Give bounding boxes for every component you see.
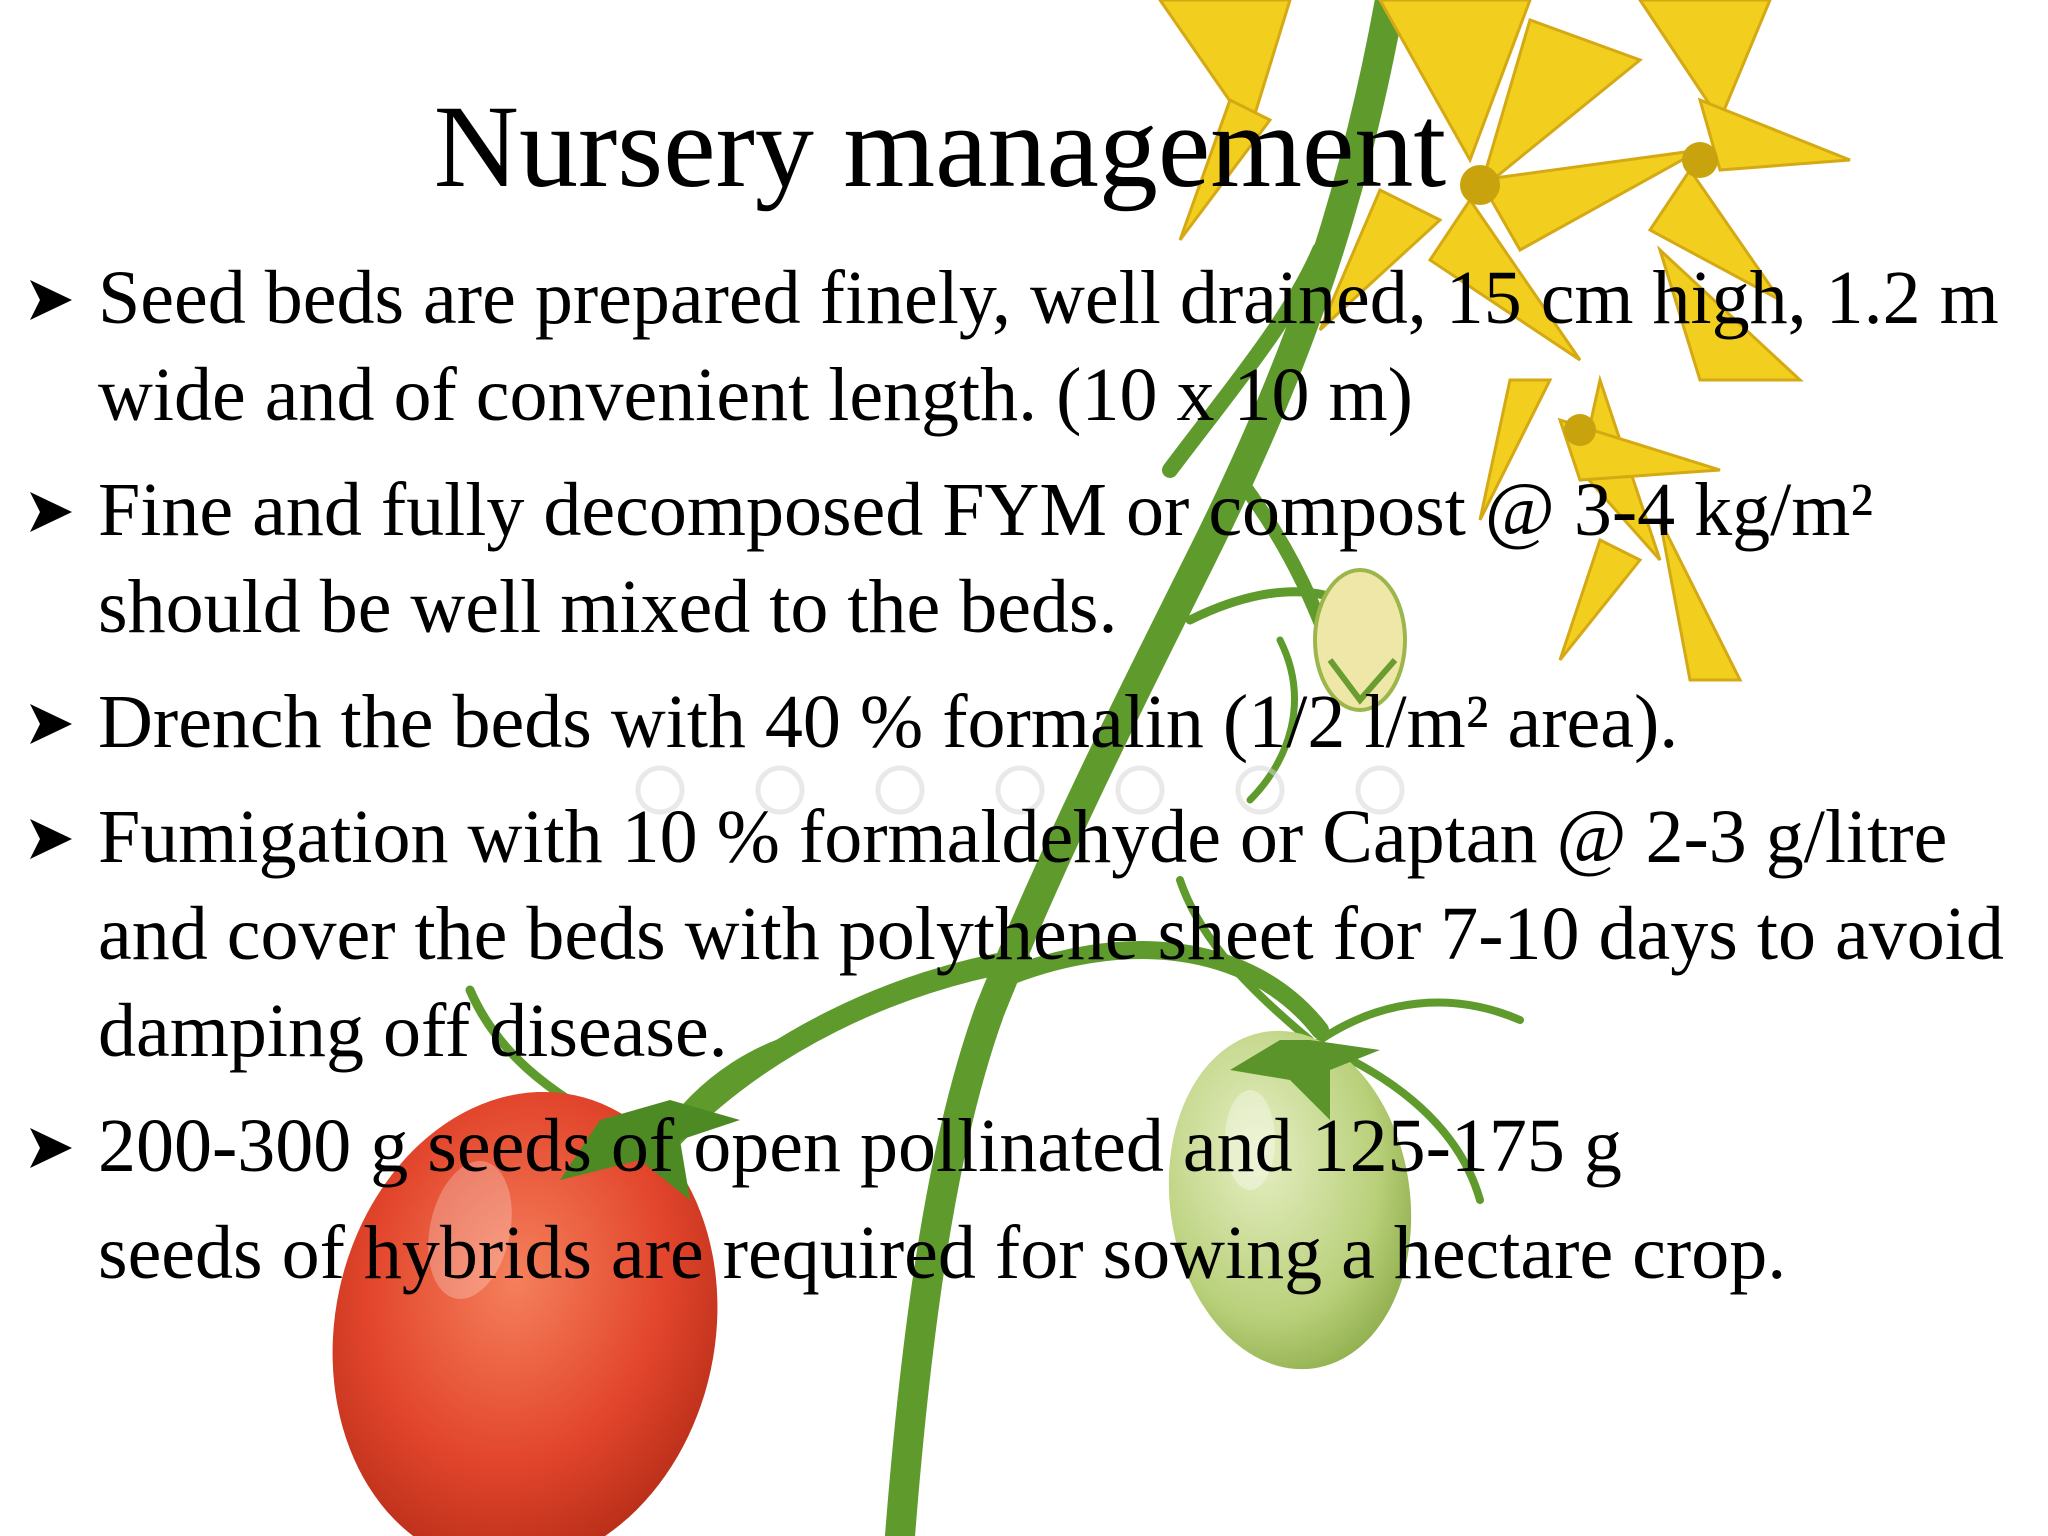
bullet-item (22, 1098, 2012, 1302)
bullet-continuation-text: seeds of hybrids are required for sowing a hectare crop. (98, 1211, 1787, 1295)
arrow-bullet-icon (22, 674, 82, 771)
bullet-item (22, 674, 2012, 771)
bullet-text: Fine and fully decomposed FYM or compost @ 3-4 kg/m² should be well mixed to the beds. (98, 468, 1874, 649)
bullet-text: 200-300 g seeds of open pollinated and 125-175 g (98, 1104, 1622, 1188)
bullet-list (22, 250, 2012, 1320)
bullet-text: Drench the beds with 40 % formalin (1/2 l/m² area). (98, 680, 1679, 764)
bullet-text: Fumigation with 10 % formaldehyde or Captan @ 2-3 g/litre and cover the beds with polythene sheet for 7-10 days to avoid damping off disease. (98, 795, 2004, 1073)
bullet-item (22, 250, 2012, 444)
arrow-bullet-icon (22, 1098, 82, 1195)
arrow-bullet-icon (22, 250, 82, 347)
slide-title: Nursery management (433, 81, 1447, 212)
arrow-bullet-icon (22, 462, 82, 559)
bullet-text: Seed beds are prepared finely, well drained, 15 cm high, 1.2 m wide and of convenient length. (10 x 10 m) (98, 256, 1999, 437)
bullet-item (22, 789, 2012, 1080)
bullet-item (22, 462, 2012, 656)
arrow-bullet-icon (22, 789, 82, 886)
